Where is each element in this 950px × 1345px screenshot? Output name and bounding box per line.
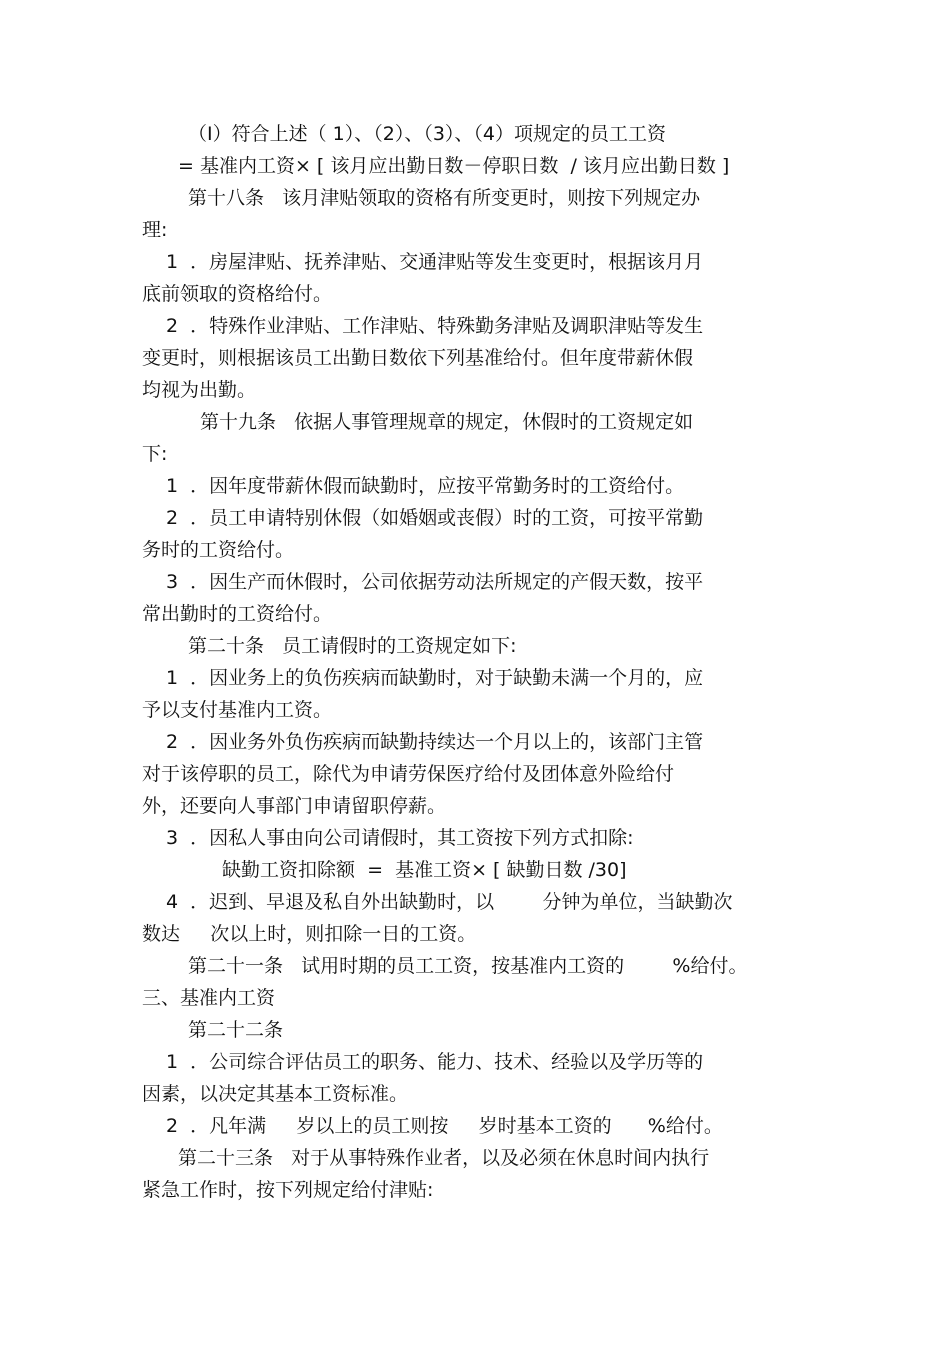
text-line: 常出勤时的工资给付。 (142, 603, 333, 625)
text-line: 紧急工作时，按下列规定给付津贴: (142, 1179, 434, 1201)
list-item: 3 ．因私人事由向公司请假时，其工资按下列方式扣除: (166, 827, 634, 849)
list-item: 4 ．迟到、早退及私自外出缺勤时，以 分钟为单位，当缺勤次 (166, 891, 733, 913)
text-line: 理: (142, 219, 168, 241)
list-item: 2 ．员工申请特别休假（如婚姻或丧假）时的工资，可按平常勤 (166, 507, 704, 529)
text-line: 均视为出勤。 (142, 379, 257, 401)
text-line: 变更时，则根据该员工出勤日数依下列基准给付。但年度带薪休假 (142, 347, 694, 369)
text-line: 务时的工资给付。 (142, 539, 295, 561)
text-line: 对于该停职的员工，除代为申请劳保医疗给付及团体意外险给付 (142, 763, 675, 785)
article-heading: 第二十条 员工请假时的工资规定如下: (188, 635, 517, 657)
article-heading: 第二十一条 试用时期的员工工资，按基准内工资的 %给付。 (188, 955, 748, 977)
text-line: （I）符合上述（ 1）、（2）、（3）、（4）项规定的员工工资 (188, 123, 666, 145)
text-line: 因素，以决定其基本工资标准。 (142, 1083, 409, 1105)
text-line: 底前领取的资格给付。 (142, 283, 333, 305)
text-line: 下: (142, 443, 168, 465)
list-item: 2 ．凡年满 岁以上的员工则按 岁时基本工资的 %给付。 (166, 1115, 723, 1137)
article-heading: 第十八条 该月津贴领取的资格有所变更时，则按下列规定办 (188, 187, 701, 209)
article-heading: 第二十二条 (188, 1019, 284, 1041)
formula-line: 缺勤工资扣除额 = 基准工资× [ 缺勤日数 /30] (222, 859, 627, 881)
text-line: = 基准内工资× [ 该月应出勤日数－停职日数 / 该月应出勤日数 ] (178, 155, 730, 177)
list-item: 3 ．因生产而休假时，公司依据劳动法所规定的产假天数，按平 (166, 571, 704, 593)
text-line: 予以支付基准内工资。 (142, 699, 333, 721)
list-item: 1 ．因年度带薪休假而缺勤时，应按平常勤务时的工资给付。 (166, 475, 685, 497)
list-item: 2 ．因业务外负伤疾病而缺勤持续达一个月以上的，该部门主管 (166, 731, 704, 753)
article-heading: 第二十三条 对于从事特殊作业者，以及必须在休息时间内执行 (178, 1147, 710, 1169)
list-item: 1 ．因业务上的负伤疾病而缺勤时，对于缺勤未满一个月的，应 (166, 667, 704, 689)
text-line: 数达 次以上时，则扣除一日的工资。 (142, 923, 477, 945)
list-item: 2 ．特殊作业津贴、工作津贴、特殊勤务津贴及调职津贴等发生 (166, 315, 704, 337)
list-item: 1 ．房屋津贴、抚养津贴、交通津贴等发生变更时，根据该月月 (166, 251, 704, 273)
section-heading: 三、基准内工资 (142, 987, 276, 1009)
text-line: 外，还要向人事部门申请留职停薪。 (142, 795, 447, 817)
list-item: 1 ．公司综合评估员工的职务、能力、技术、经验以及学历等的 (166, 1051, 704, 1073)
article-heading: 第十九条 依据人事管理规章的规定，休假时的工资规定如 (200, 411, 694, 433)
